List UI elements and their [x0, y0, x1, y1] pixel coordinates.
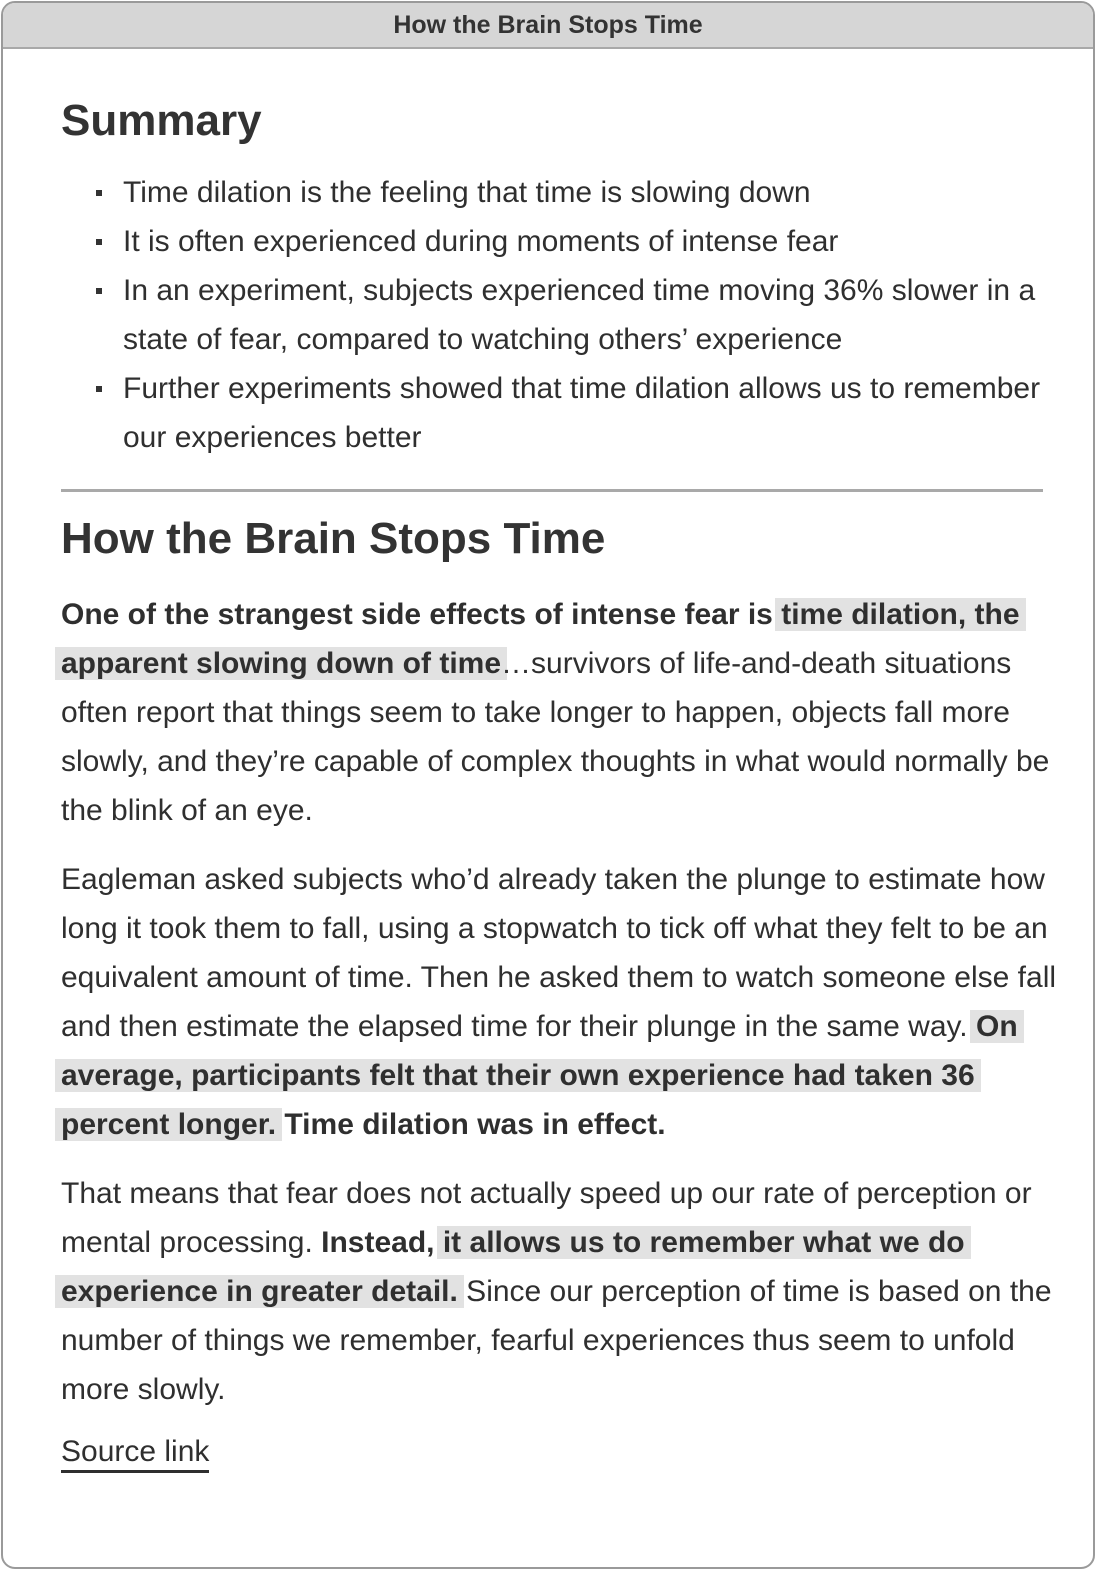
section-divider — [61, 489, 1043, 492]
article-title: How the Brain Stops Time — [61, 514, 606, 563]
paragraph-text: That means that fear does not actually speed up our rate of perception or mental processing. — [61, 1177, 1032, 1259]
bold-text: Time dilation was in effect. — [276, 1108, 666, 1141]
article-paragraph-3 — [61, 1169, 1065, 1414]
summary-item: Further experiments showed that time dilation allows us to remember our experiences better — [123, 364, 1065, 462]
highlighted-text: On average, participants felt that their own experience had taken 36 percent longer. — [61, 1010, 1018, 1141]
paragraph-text: Eagleman asked subjects who’d already taken the plunge to estimate how long it took them to fall, using a stopwatch to tick off what they felt to be an equivalent amount of time. Then he asked them to watch someone else fall and then estimate the elapsed time for their plunge in the same way. — [61, 863, 1057, 1043]
source-link[interactable]: Source link — [61, 1434, 209, 1473]
summary-item: It is often experienced during moments of intense fear — [123, 217, 1065, 266]
content-area — [3, 97, 1093, 1473]
article-paragraph-1 — [61, 590, 1065, 835]
summary-item: Time dilation is the feeling that time is slowing down — [123, 168, 1065, 217]
window-title: How the Brain Stops Time — [3, 3, 1093, 49]
bold-text: Instead, — [321, 1226, 443, 1259]
bold-text: One of the strangest side effects of intense fear is — [61, 598, 782, 631]
highlighted-text: it allows us to remember what we do experience in greater detail. — [61, 1226, 965, 1308]
highlighted-text: time dilation, the apparent slowing down of time — [61, 598, 1020, 680]
reader-window — [1, 1, 1095, 1569]
summary-list — [61, 168, 1065, 462]
paragraph-text: Since our perception of time is based on the number of things we remember, fearful experiences thus seem to unfold more slowly. — [61, 1275, 1052, 1406]
paragraph-text: …survivors of life-and-death situations often report that things seem to take longer to happen, objects fall more slowly, and they’re capable of complex thoughts in what would normally be the blink of an eye. — [61, 647, 1050, 827]
article-paragraph-2 — [61, 855, 1065, 1149]
summary-item: In an experiment, subjects experienced time moving 36% slower in a state of fear, compared to watching others’ experience — [123, 266, 1065, 364]
summary-heading: Summary — [61, 96, 262, 145]
